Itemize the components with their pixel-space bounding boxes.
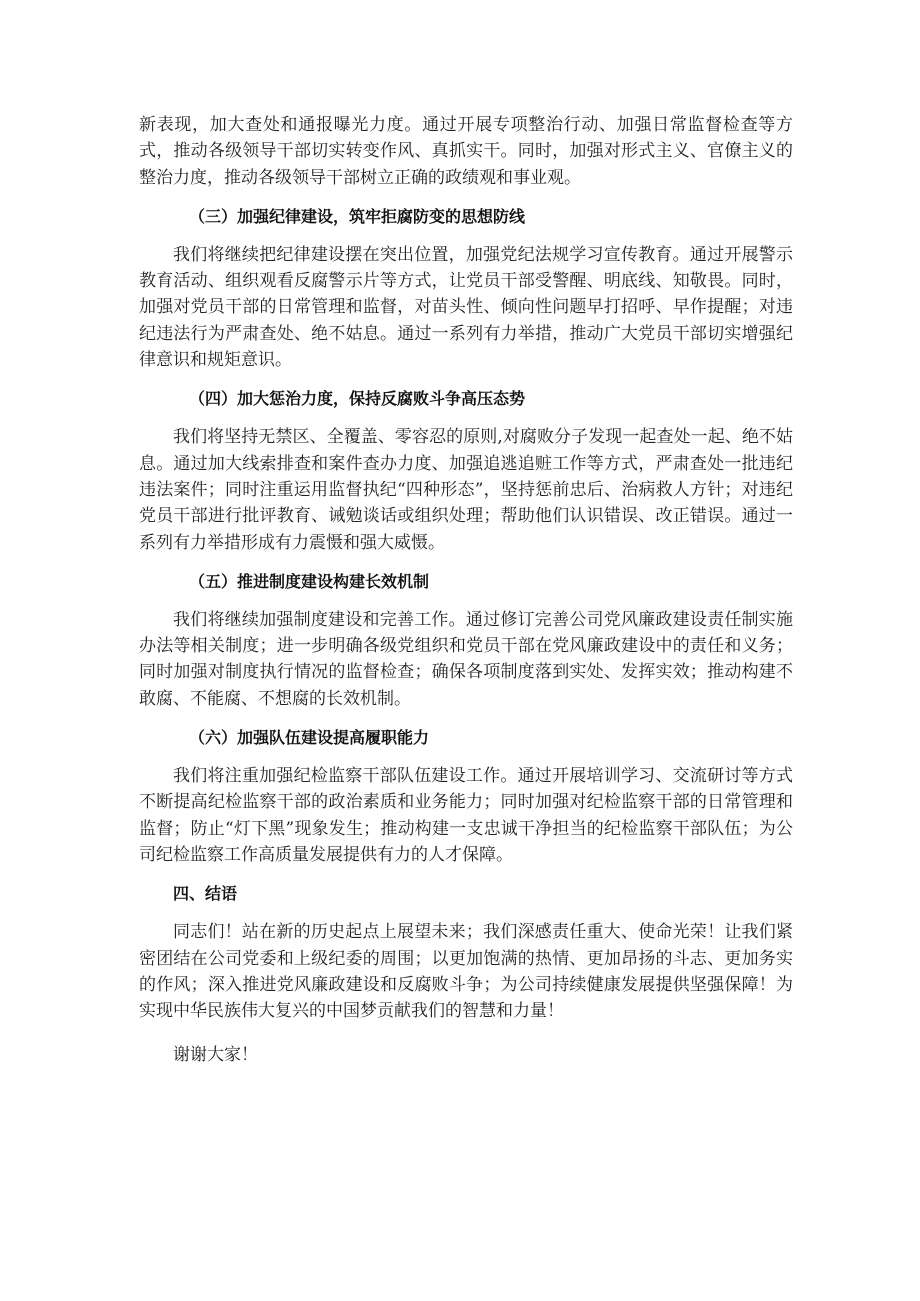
section-heading-4: （四）加大惩治力度，保持反腐败斗争高压态势 (189, 389, 526, 409)
document-body (139, 112, 793, 1069)
conclusion-body: 同志们！站在新的历史起点上展望未来；我们深感责任重大、使命光荣！让我们紧密团结在公司党委和上级纪委的周围；以更加饱满的热情、更加昂扬的斗志、更加务实的作风；深入推进党风廉政建设和反腐败斗争；为公司持续健康发展提供坚强保障！为实现中华民族伟大复兴的中国梦贡献我们的智慧和力量！ (139, 922, 793, 1022)
section-heading-6: （六）加强队伍建设提高履职能力 (189, 728, 430, 748)
section-body-5: 我们将继续加强制度建设和完善工作。通过修订完善公司党风廉政建设责任制实施办法等相关制度；进一步明确各级党组织和党员干部在党风廉政建设中的责任和义务；同时加强对制度执行情况的监督检查；确保各项制度落到实处、发挥实效；推动构建不敢腐、不能腐、不想腐的长效机制。 (139, 609, 793, 709)
section-body-6: 我们将注重加强纪检监察干部队伍建设工作。通过开展培训学习、交流研讨等方式不断提高纪检监察干部的政治素质和业务能力；同时加强对纪检监察干部的日常管理和监督；防止“灯下黑”现象发生；推动构建一支忠诚干净担当的纪检监察干部队伍；为公司纪检监察工作高质量发展提供有力的人才保障。 (139, 766, 793, 865)
section-heading-5: （五）推进制度建设构建长效机制 (189, 571, 430, 591)
conclusion-heading: 四、结语 (173, 884, 238, 904)
section-body-4: 我们将坚持无禁区、全覆盖、零容忍的原则,对腐败分子发现一起查处一起、绝不姑息。通过加大线索排查和案件查办力度、加强追逃追赃工作等方式，严肃查处一批违纪违法案件；同时注重运用监督执纪“四种形态”，坚持惩前忠后、治病救人方针；对违纪党员干部进行批评教育、诫勉谈话或组织处理；帮助他们认识错误、改正错误。通过一系列有力举措形成有力震慑和强大威慑。 (139, 427, 793, 553)
section-body-3: 我们将继续把纪律建设摆在突出位置，加强党纪法规学习宣传教育。通过开展警示教育活动、组织观看反腐警示片等方式，让党员干部受警醒、明底线、知敬畏。同时，加强对党员干部的日常管理和监督，对苗头性、倾向性问题早打招呼、早作提醒；对违纪违法行为严肃查处、绝不姑息。通过一系列有力举措，推动广大党员干部切实增强纪律意识和规矩意识。 (139, 244, 793, 371)
closing-thanks: 谢谢大家！ (173, 1045, 258, 1066)
section-heading-3: （三）加强纪律建设，筑牢拒腐防变的思想防线 (189, 206, 526, 226)
continued-paragraph: 新表现，加大查处和通报曝光力度。通过开展专项整治行动、加强日常监督检查等方式，推动各级领导干部切实转变作风、真抓实干。同时，加强对形式主义、官僚主义的整治力度，推动各级领导干部树立正确的政绩观和事业观。 (139, 115, 793, 188)
